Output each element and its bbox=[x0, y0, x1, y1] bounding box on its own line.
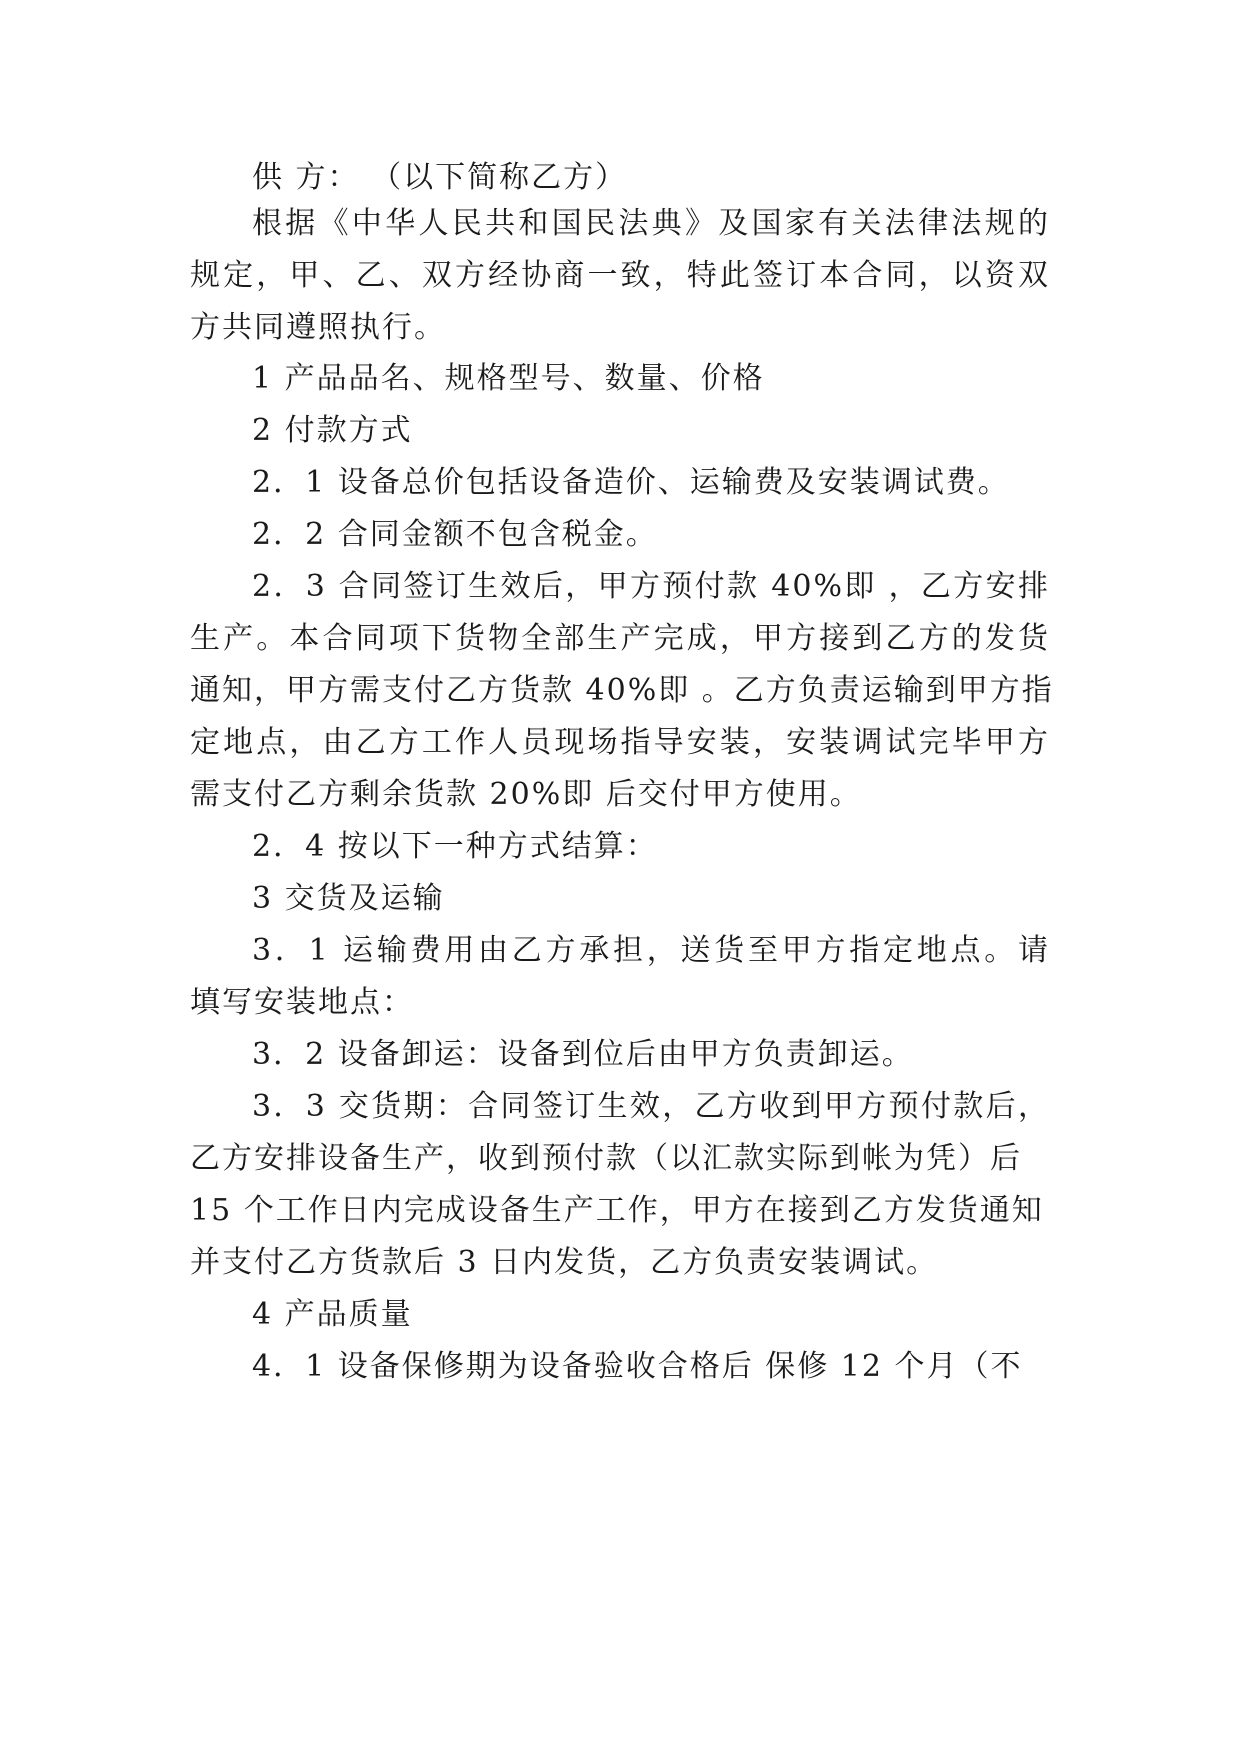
clause-2-3-line-5: 需支付乙方剩余货款 20%即 后交付甲方使用。 bbox=[190, 777, 862, 812]
clause-2-4: 2．4 按以下一种方式结算： bbox=[252, 829, 658, 864]
supplier-line: 供 方： （以下简称乙方） bbox=[252, 160, 628, 195]
clause-4-1-line-1: 4．1 设备保修期为设备验收合格后 保修 12 个月（不 bbox=[252, 1349, 1023, 1384]
section-1-heading: 1 产品品名、规格型号、数量、价格 bbox=[252, 361, 765, 396]
clause-3-1-line-2: 填写安装地点： bbox=[190, 985, 414, 1020]
preamble-line-1: 根据《中华人民共和国民法典》及国家有关法律法规的 bbox=[252, 206, 1050, 241]
clause-2-3-line-3: 通知，甲方需支付乙方货款 40%即 。乙方负责运输到甲方指 bbox=[190, 673, 1054, 708]
clause-3-3-line-1: 3．3 交货期：合同签订生效，乙方收到甲方预付款后， bbox=[252, 1089, 1050, 1124]
clause-3-3-line-3: 15 个工作日内完成设备生产工作，甲方在接到乙方发货通知 bbox=[190, 1193, 1044, 1228]
clause-3-2: 3．2 设备卸运：设备到位后由甲方负责卸运。 bbox=[252, 1037, 914, 1072]
clause-3-3-line-4: 并支付乙方货款后 3 日内发货，乙方负责安装调试。 bbox=[190, 1245, 939, 1280]
clause-2-1: 2．1 设备总价包括设备造价、运输费及安装调试费。 bbox=[252, 465, 1010, 500]
clause-3-1-line-1: 3．1 运输费用由乙方承担，送货至甲方指定地点。请 bbox=[252, 933, 1050, 968]
preamble-line-3: 方共同遵照执行。 bbox=[190, 310, 446, 345]
clause-2-3-line-4: 定地点，由乙方工作人员现场指导安装，安装调试完毕甲方 bbox=[190, 725, 1050, 760]
clause-3-3-line-2: 乙方安排设备生产，收到预付款（以汇款实际到帐为凭）后 bbox=[190, 1141, 1022, 1176]
clause-2-3-line-1: 2．3 合同签订生效后，甲方预付款 40%即 ，乙方安排 bbox=[252, 569, 1050, 604]
clause-2-3-line-2: 生产。本合同项下货物全部生产完成，甲方接到乙方的发货 bbox=[190, 621, 1050, 656]
section-2-heading: 2 付款方式 bbox=[252, 413, 413, 448]
section-4-heading: 4 产品质量 bbox=[252, 1297, 413, 1332]
clause-2-2: 2．2 合同金额不包含税金。 bbox=[252, 517, 658, 552]
section-3-heading: 3 交货及运输 bbox=[252, 881, 445, 916]
preamble-line-2: 规定，甲、乙、双方经协商一致，特此签订本合同，以资双 bbox=[190, 258, 1050, 293]
